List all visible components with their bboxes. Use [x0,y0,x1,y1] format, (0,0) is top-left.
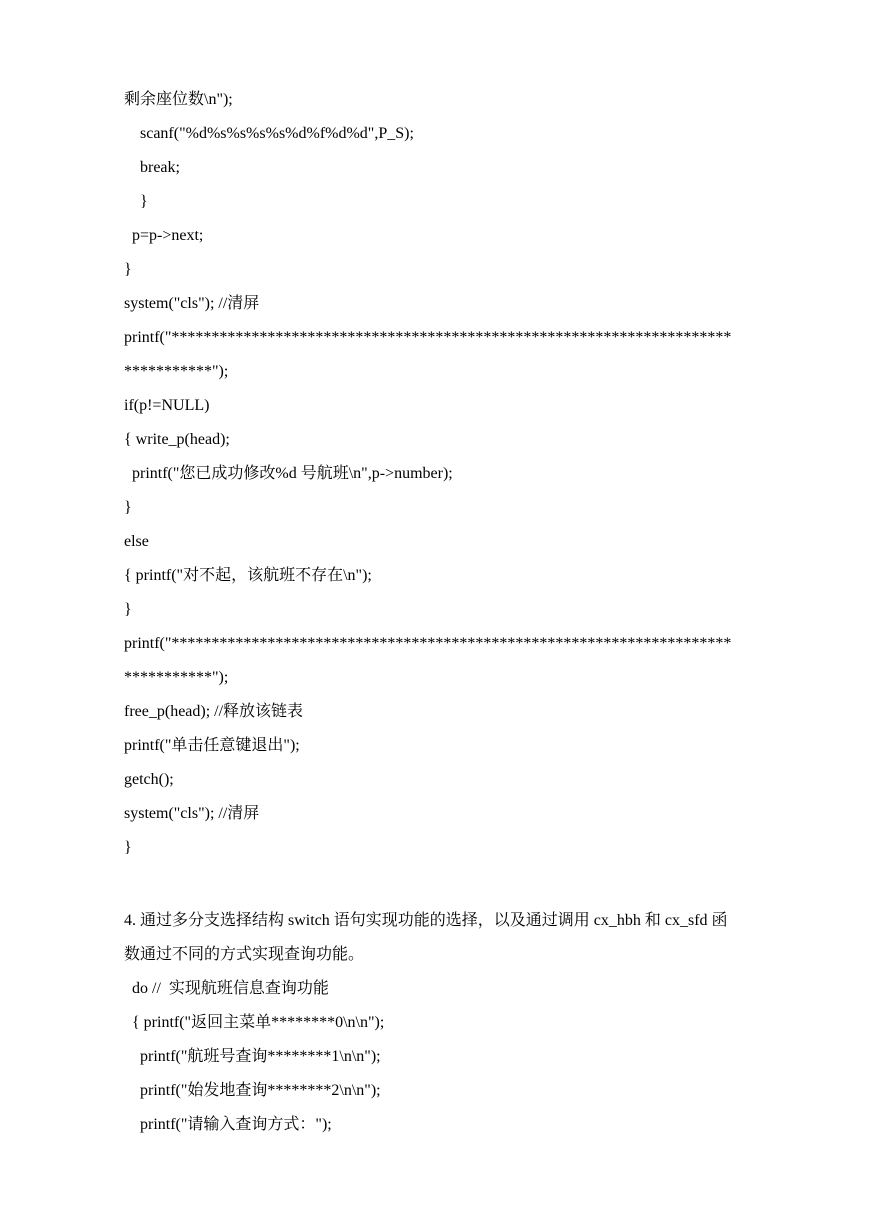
code-line: printf("您已成功修改%d 号航班\n",p->number); [124,465,453,482]
code-line: } [124,261,132,278]
code-line: { printf("对不起，该航班不存在\n"); [124,567,372,584]
code-line: free_p(head); //释放该链表 [124,703,304,720]
code-line: printf("始发地查询********2\n\n"); [124,1082,381,1099]
code-line: scanf("%d%s%s%s%s%d%f%d%d",P_S); [124,125,414,142]
code-line: { write_p(head); [124,431,230,448]
code-line: printf("********************************************************************** [124,329,732,346]
code-line: do // 实现航班信息查询功能 [124,980,329,997]
section-4 [124,907,794,1145]
section-4-heading-line-2: 数通过不同的方式实现查询功能。 [124,946,365,963]
code-line: } [124,499,132,516]
code-line: if(p!=NULL) [124,397,210,414]
code-line: system("cls"); //清屏 [124,805,260,822]
code-line: } [124,839,132,856]
code-line: } [124,601,132,618]
code-line: printf("单击任意键退出"); [124,737,300,754]
code-line: } [124,193,148,210]
code-line: { printf("返回主菜单********0\n\n"); [124,1014,385,1031]
code-line: 剩余座位数\n"); [124,91,233,108]
code-line: printf("航班号查询********1\n\n"); [124,1048,381,1065]
code-line: ***********"); [124,669,229,686]
code-line: ***********"); [124,363,229,380]
code-line: printf("********************************************************************** [124,635,732,652]
code-line: printf("请输入查询方式："); [124,1116,332,1133]
code-line: getch(); [124,771,174,788]
code-line: else [124,533,149,550]
code-line: system("cls"); //清屏 [124,295,260,312]
section-4-heading-line-1: 4. 通过多分支选择结构 switch 语句实现功能的选择，以及通过调用 cx_hbh 和 cx_sfd 函 [124,912,728,929]
code-listing [124,86,804,868]
code-line: break; [124,159,180,176]
code-line: p=p->next; [124,227,204,244]
